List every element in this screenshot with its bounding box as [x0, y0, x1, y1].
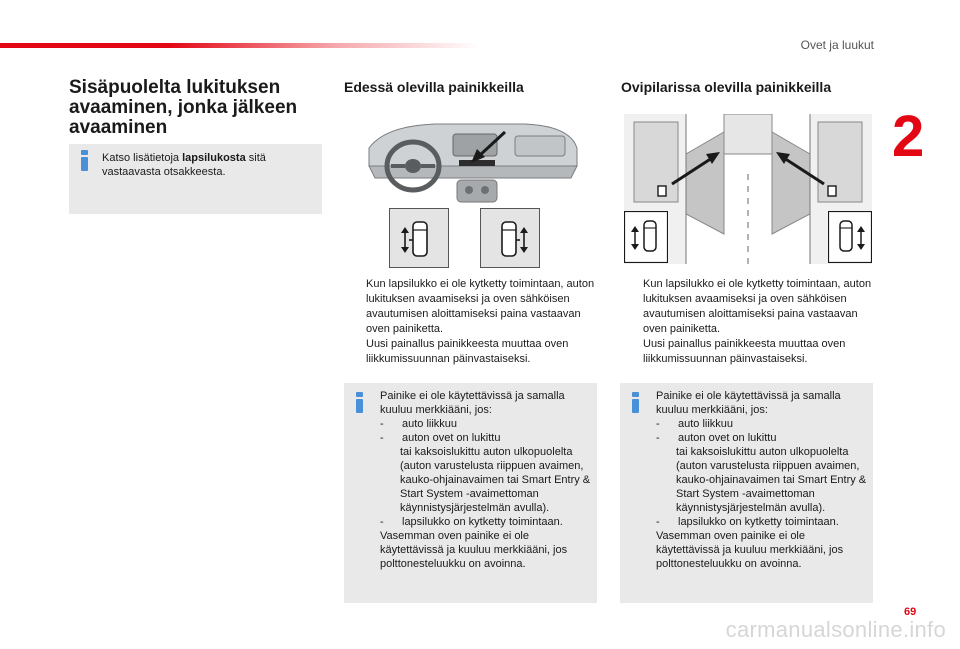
header-accent-bar	[0, 43, 480, 48]
page-number: 69	[904, 606, 917, 618]
pillar-button-left-icon	[624, 211, 668, 263]
info-text: Painike ei ole käytettävissä ja samalla kuuluu merkkiääni, jos: - auto liikkuu - auton ovet on lukittu tai kaksoislukittu auton ulkopuolelta (auton varustelusta riippuen avaimen, kauko-ohjainavaimen tai Smart Entry & Start System -avaimettoman käynnistysjärjestelmän avulla). - lapsilukko on kytketty toimintaan. Vasemman oven painike ei ole käytettävissä ja kuuluu merkkiääni, jos polttonesteluukku on avoinna.	[656, 390, 867, 570]
door-button-left-icon	[389, 208, 449, 268]
info-icon	[81, 150, 88, 171]
section-title-front-buttons: Edessä olevilla painikkeilla	[344, 79, 524, 95]
watermark: carmanualsonline.info	[725, 617, 946, 642]
list-item: Kun lapsilukko ei ole kytketty toimintaan, auton lukituksen avaamiseksi ja oven sähköisen avautumisen aloittamiseksi paina vastaavan oven painiketta.	[643, 278, 872, 335]
list-item: Uusi painallus painikkeesta muuttaa oven liikkumissuunnan päinvastaiseksi.	[366, 338, 569, 365]
chapter-title: Ovet ja luukut	[800, 38, 874, 52]
info-text: Painike ei ole käytettävissä ja samalla kuuluu merkkiääni, jos: - auto liikkuu - auton ovet on lukittu tai kaksoislukittu auton ulkopuolelta (auton varustelusta riippuen avaimen, kauko-ohjainavaimen tai Smart Entry & Start System -avaimettoman käynnistysjärjestelmän avulla). - lapsilukko on kytketty toimintaan. Vasemman oven painike ei ole käytettävissä ja kuuluu merkkiääni, jos polttonesteluukku on avoinna.	[380, 390, 591, 570]
section-title-pillar-buttons: Ovipilarissa olevilla painikkeilla	[621, 79, 832, 95]
info-box-pillar-buttons	[620, 383, 873, 603]
front-buttons-bullets	[344, 277, 596, 367]
pillar-buttons-bullets	[621, 277, 873, 367]
door-button-right-icon	[480, 208, 540, 268]
info-text: Katso lisätietoja lapsilukosta sitä vastaavasta otsakkeesta.	[102, 152, 266, 178]
chapter-number: 2	[892, 104, 925, 169]
list-item: Kun lapsilukko ei ole kytketty toimintaan, auton lukituksen avaamiseksi ja oven sähköisen avautumisen aloittamiseksi paina vastaavan oven painiketta.	[366, 278, 595, 335]
info-box-child-lock	[69, 144, 322, 214]
dashboard-illustration	[365, 118, 581, 204]
pillar-button-right-icon	[828, 211, 872, 263]
info-icon	[356, 392, 363, 413]
section-title-inside-unlock: Sisäpuolelta lukituksen avaaminen, jonka jälkeen avaaminen	[69, 77, 298, 138]
info-icon	[632, 392, 639, 413]
list-item: Uusi painallus painikkeesta muuttaa oven liikkumissuunnan päinvastaiseksi.	[643, 338, 846, 365]
info-box-front-buttons	[344, 383, 597, 603]
